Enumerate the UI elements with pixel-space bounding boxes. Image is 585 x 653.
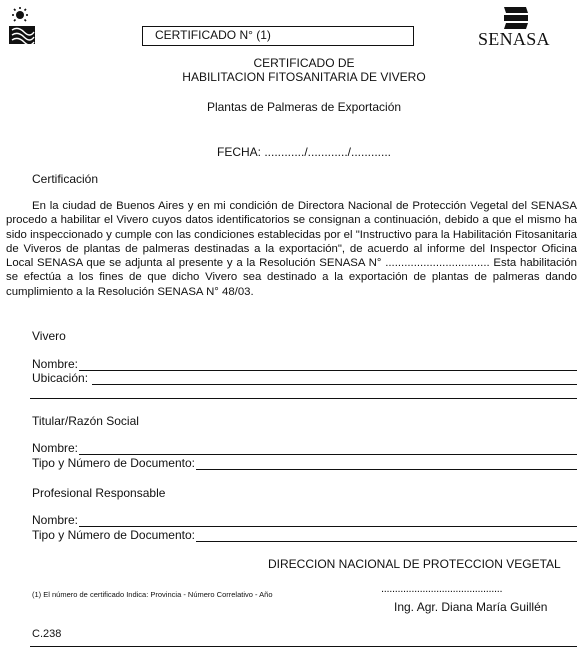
ministry-logo-icon: [6, 6, 38, 46]
titular-documento-label: Tipo y Número de Documento:: [32, 456, 195, 470]
vivero-heading: Vivero: [32, 329, 66, 343]
senasa-logo-icon: [502, 5, 530, 31]
document-title-line2: HABILITACION FITOSANITARIA DE VIVERO: [182, 70, 426, 84]
certificacion-heading: Certificación: [32, 172, 99, 186]
document-subtitle: Plantas de Palmeras de Exportación: [206, 100, 402, 114]
titular-documento-field[interactable]: [196, 458, 577, 470]
profesional-nombre-row: [32, 513, 577, 527]
section-divider: [30, 398, 577, 399]
senasa-wordmark: SENASA: [478, 29, 550, 49]
certificate-number-label: CERTIFICADO N° (1): [155, 28, 271, 42]
vivero-ubicacion-field[interactable]: [92, 373, 577, 385]
vivero-ubicacion-label: Ubicación:: [32, 371, 89, 385]
titular-documento-row: [32, 456, 577, 470]
document-title-line1: CERTIFICADO DE: [253, 56, 355, 70]
profesional-nombre-label: Nombre:: [32, 513, 79, 527]
profesional-heading: Profesional Responsable: [32, 486, 166, 500]
profesional-documento-field[interactable]: [196, 530, 577, 542]
signature-line: ............................................: [381, 583, 503, 595]
profesional-documento-row: [32, 528, 577, 542]
titular-nombre-field[interactable]: [79, 443, 577, 455]
date-field: FECHA: ............/............/............: [216, 145, 392, 159]
bottom-divider: [30, 646, 577, 647]
form-code: C.238: [32, 628, 62, 640]
footnote: (1) El número de certificado Indica: Provincia - Número Correlativo - Año: [32, 590, 273, 599]
vivero-nombre-row: [32, 357, 577, 371]
signatory-name: Ing. Agr. Diana María Guillén: [394, 600, 548, 614]
profesional-nombre-field[interactable]: [79, 515, 577, 527]
titular-heading: Titular/Razón Social: [32, 414, 139, 428]
vivero-nombre-label: Nombre:: [32, 357, 79, 371]
direccion-label: DIRECCION NACIONAL DE PROTECCION VEGETAL: [268, 557, 561, 571]
profesional-documento-label: Tipo y Número de Documento:: [32, 528, 195, 542]
ministry-logo: [6, 6, 38, 46]
titular-nombre-label: Nombre:: [32, 441, 79, 455]
vivero-ubicacion-row: [32, 371, 577, 385]
certificate-number-box: [142, 26, 414, 46]
titular-nombre-row: [32, 441, 577, 455]
certificacion-body: En la ciudad de Buenos Aires y en mi condición de Directora Nacional de Protección Vegetal del SENASA procedo a habilitar el Vivero cuyos datos identificatorios se consignan a continuación, debido a que el mismo ha sido inspeccionado y cumple con las condiciones establecidas por el "Instructivo para la Habilitación Fitosanitaria de Viveros de plantas de palmeras destinadas a la exportación", de acuerdo al informe del Inspector Oficina Local SENASA que se adjunta al presente y a la Resolución SENASA N° ................................. Esta habilitación se efectúa a los fines de que dicho Vivero sea destinado a la exportación de plantas de palmeras dando cumplimiento a la Resolución SENASA N° 48/03.: [6, 200, 577, 298]
vivero-nombre-field[interactable]: [79, 359, 577, 371]
